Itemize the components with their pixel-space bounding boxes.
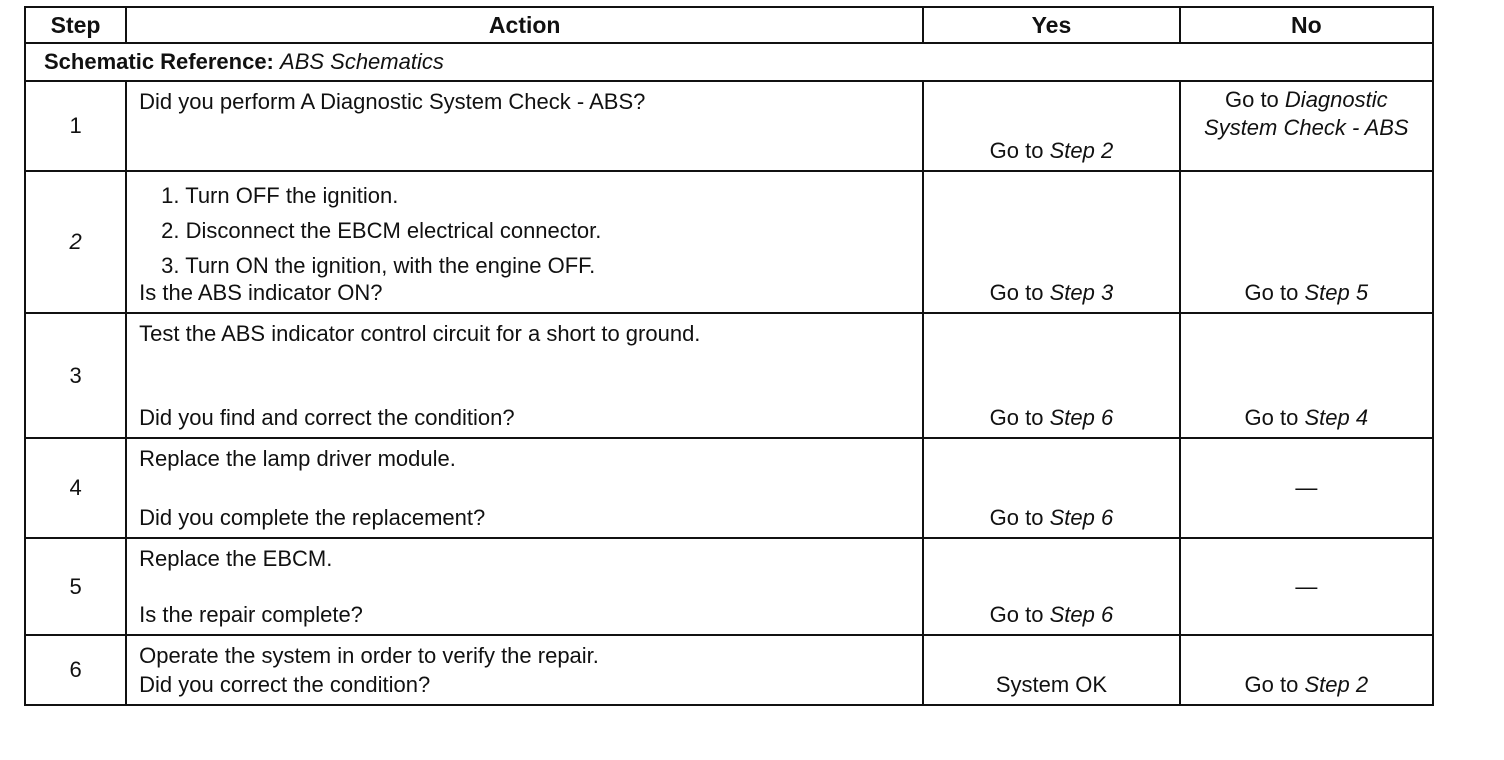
no-answer (1181, 405, 1432, 431)
yes-target: Step 2 (1049, 138, 1114, 163)
list-item: 3. Turn ON the ignition, with the engine OFF. (161, 253, 596, 278)
yes-answer: System OK (995, 672, 1108, 697)
no-target: System Check - ABS (1204, 115, 1409, 140)
yes-answer (924, 138, 1178, 164)
header-row (25, 7, 1433, 43)
yes-answer (924, 280, 1178, 306)
action-cell (126, 81, 923, 171)
no-target: Step 4 (1304, 405, 1369, 430)
yes-cell (923, 171, 1179, 313)
yes-cell (923, 438, 1179, 538)
step-number: 5 (25, 538, 126, 635)
step-number: 6 (25, 635, 126, 705)
go-to-label: Go to (1244, 405, 1299, 430)
no-target: Diagnostic (1284, 87, 1388, 112)
go-to-label: Go to (1224, 87, 1279, 112)
yes-target: Step 6 (1049, 602, 1114, 627)
action-text: Replace the EBCM. (139, 546, 333, 571)
no-cell (1180, 171, 1433, 313)
go-to-label: Go to (989, 505, 1044, 530)
table-row (25, 538, 1433, 635)
list-item: 1. Turn OFF the ignition. (161, 183, 399, 208)
no-answer (1181, 672, 1432, 698)
action-cell (126, 171, 923, 313)
schematic-label: Schematic Reference: (44, 49, 274, 74)
no-answer-dash: — (1295, 475, 1318, 500)
action-text: Test the ABS indicator control circuit for a short to ground. (139, 321, 701, 346)
header-action: Action (126, 7, 923, 43)
action-question: Is the ABS indicator ON? (139, 280, 383, 305)
go-to-label: Go to (989, 405, 1044, 430)
schematic-reference (25, 43, 1433, 81)
step-number: 2 (25, 171, 126, 313)
no-answer (1181, 82, 1432, 142)
go-to-label: Go to (989, 602, 1044, 627)
yes-target: Step 6 (1049, 505, 1114, 530)
action-text: Replace the lamp driver module. (139, 446, 456, 471)
table-row (25, 171, 1433, 313)
yes-target: Step 6 (1049, 405, 1114, 430)
diagnostic-table (24, 6, 1434, 706)
action-cell (126, 538, 923, 635)
list-item: 2. Disconnect the EBCM electrical connector. (161, 218, 602, 243)
step-number: 4 (25, 438, 126, 538)
table-row (25, 81, 1433, 171)
schematic-value: ABS Schematics (280, 49, 444, 74)
table-row (25, 635, 1433, 705)
yes-cell (923, 81, 1179, 171)
yes-answer (924, 602, 1178, 628)
yes-cell (923, 538, 1179, 635)
go-to-label: Go to (1244, 672, 1299, 697)
action-question: Did you find and correct the condition? (139, 405, 515, 430)
yes-cell (923, 313, 1179, 438)
action-question: Did you correct the condition? (139, 672, 431, 697)
action-question: Did you complete the replacement? (139, 505, 486, 530)
header-yes: Yes (923, 7, 1179, 43)
yes-cell (923, 635, 1179, 705)
yes-answer (924, 505, 1178, 531)
yes-target: Step 3 (1049, 280, 1114, 305)
action-text: Operate the system in order to verify the repair. (139, 643, 599, 668)
table-row (25, 438, 1433, 538)
action-cell (126, 438, 923, 538)
action-text: Did you perform A Diagnostic System Check - ABS? (139, 89, 646, 114)
no-target: Step 5 (1304, 280, 1369, 305)
action-cell (126, 313, 923, 438)
action-question: Is the repair complete? (139, 602, 363, 627)
no-cell (1180, 538, 1433, 635)
no-answer-dash: — (1295, 573, 1318, 599)
header-no: No (1180, 7, 1433, 43)
step-number: 3 (25, 313, 126, 438)
no-cell (1180, 81, 1433, 171)
no-cell (1180, 635, 1433, 705)
action-steps-list (139, 178, 910, 283)
no-cell (1180, 313, 1433, 438)
go-to-label: Go to (1244, 280, 1299, 305)
header-step: Step (25, 7, 126, 43)
go-to-label: Go to (989, 280, 1044, 305)
step-number: 1 (25, 81, 126, 171)
table-row (25, 313, 1433, 438)
no-cell (1180, 438, 1433, 538)
no-answer (1181, 280, 1432, 306)
yes-answer (924, 405, 1178, 431)
no-target: Step 2 (1304, 672, 1369, 697)
action-cell (126, 635, 923, 705)
schematic-row (25, 43, 1433, 81)
go-to-label: Go to (989, 138, 1044, 163)
